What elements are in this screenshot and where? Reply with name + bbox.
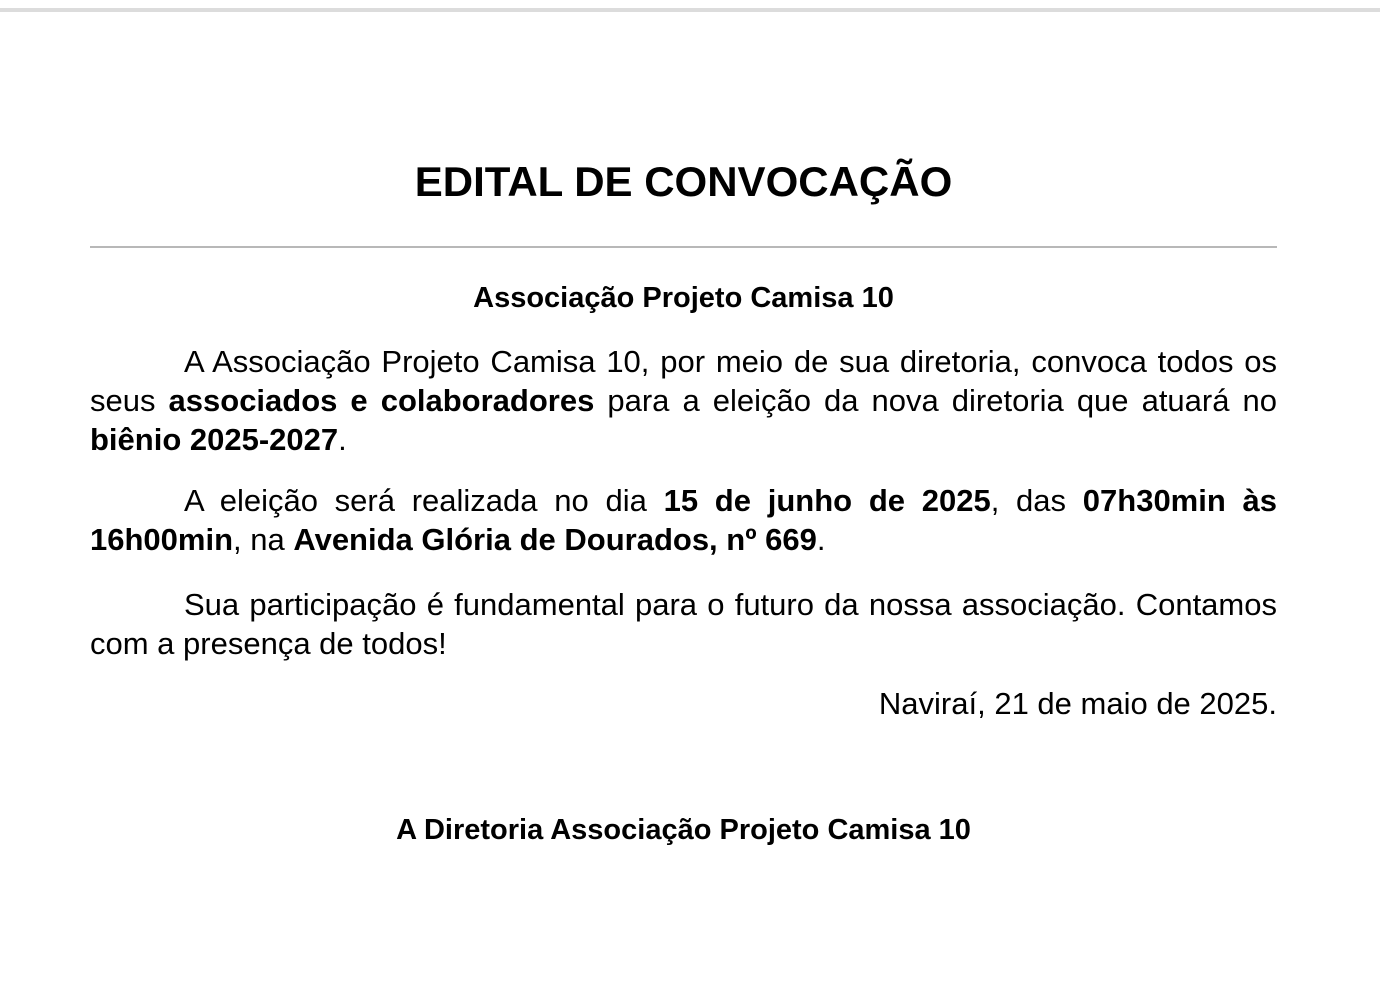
bold-text: biênio 2025-2027 xyxy=(90,422,339,457)
paragraph-text: . xyxy=(816,522,826,557)
paragraph-text: A eleição será realizada no dia xyxy=(184,483,664,518)
paragraph-text: para a eleição da nova diretoria que atuará no xyxy=(594,383,1277,418)
election-address: Avenida Glória de Dourados, nº 669 xyxy=(293,522,817,557)
election-details-paragraph xyxy=(90,481,1277,559)
paragraph-text: , na xyxy=(233,522,294,557)
place-and-date: Naviraí, 21 de maio de 2025. xyxy=(878,686,1277,721)
bold-text: associados e colaboradores xyxy=(168,383,595,418)
election-date: 15 de junho de 2025 xyxy=(663,483,991,518)
document-title: EDITAL DE CONVOCAÇÃO xyxy=(414,158,953,205)
convocation-paragraph xyxy=(90,342,1277,459)
election-hours: 07h30min às 16h00min xyxy=(90,483,1278,557)
paragraph-text: A Associação Projeto Camisa 10, por meio de sua diretoria, convoca todos os seus xyxy=(90,344,1277,418)
top-border xyxy=(0,8,1380,12)
signature: A Diretoria Associação Projeto Camisa 10 xyxy=(396,814,971,846)
participation-paragraph: Sua participação é fundamental para o futuro da nossa associação. Contamos com a presença de todos! xyxy=(90,587,1277,661)
paragraph-text: , das xyxy=(990,483,1083,518)
title-divider xyxy=(90,246,1277,248)
paragraph-text: . xyxy=(338,422,347,457)
association-name: Associação Projeto Camisa 10 xyxy=(473,282,894,314)
